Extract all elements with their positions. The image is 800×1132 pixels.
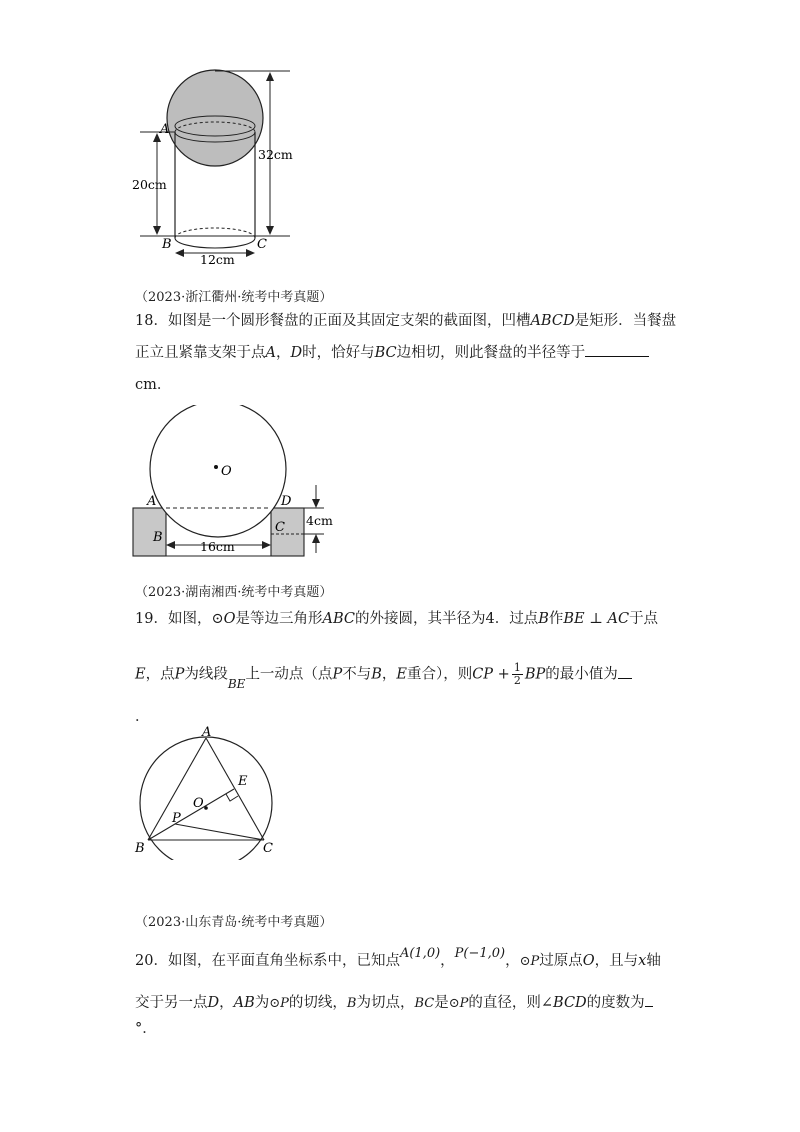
answer-blank-q20[interactable] [645,992,653,1007]
label-a: A [147,494,157,509]
dim-12cm: 12cm [200,252,235,267]
sphere [167,70,263,166]
label-a: A [160,122,170,137]
label-d: D [281,494,292,509]
q19-line2: E，点P为线段$_{BE}$上一动点（点P不与B，E重合），则CP + $\frac{1}{2}$ BP的最小值为 [135,662,632,687]
dim-16cm: 16cm [200,539,235,554]
plate-circle [150,405,286,537]
figure-circle-triangle [130,725,290,860]
center-dot [214,465,218,469]
source-note-q17: （2023·浙江衢州·统考中考真题） [135,290,333,305]
dim-20cm: 20cm [132,177,167,192]
label-b: B [153,530,163,545]
label-b: B [162,237,172,252]
figure-plate-stand [128,405,358,565]
label-o: O [221,464,232,479]
fraction-half: $\frac{1}{2}$ [513,661,521,687]
label-p: P [172,811,181,826]
answer-blank-q19[interactable] [618,664,632,679]
label-c: C [275,520,285,535]
label-e: E [238,774,248,789]
q20-line3: °． [135,1021,157,1037]
q19-line1: 19．如图，⊙O是等边三角形ABC的外接圆，其半径为4．过点B作BE ⊥ AC于点 [135,611,659,627]
circumcircle [140,737,272,860]
source-note-q19: （2023·山东青岛·统考中考真题） [135,915,333,930]
q18-line2: 正立且紧靠支架于点A，D时，恰好与BC边相切，则此餐盘的半径等于 [135,342,649,364]
dim-32cm: 32cm [258,147,293,162]
dim-4cm: 4cm [306,513,333,528]
q20-line1: 20．如图，在平面直角坐标系中，已知点A(1,0)，P(−1,0)，⊙P过原点O，且与x轴 [135,946,661,969]
label-c: C [263,841,273,856]
label-b: B [135,841,145,856]
q19-line3: ． [135,709,150,725]
q18-line1: 18．如图是一个圆形餐盘的正面及其固定支架的截面图，凹槽ABCD是矩形．当餐盘 [135,313,677,329]
q18-line3: cm． [135,377,172,393]
label-c: C [257,237,267,252]
label-a: A [202,725,212,740]
answer-blank-q18[interactable] [585,342,649,357]
label-o: O [193,796,204,811]
q20-line2: 交于另一点D，AB为⊙P的切线，B为切点，BC是⊙P的直径，则∠BCD的度数为 [135,992,653,1015]
figure-sphere-cylinder [130,60,330,270]
source-note-q18: （2023·湖南湘西·统考中考真题） [135,585,333,600]
